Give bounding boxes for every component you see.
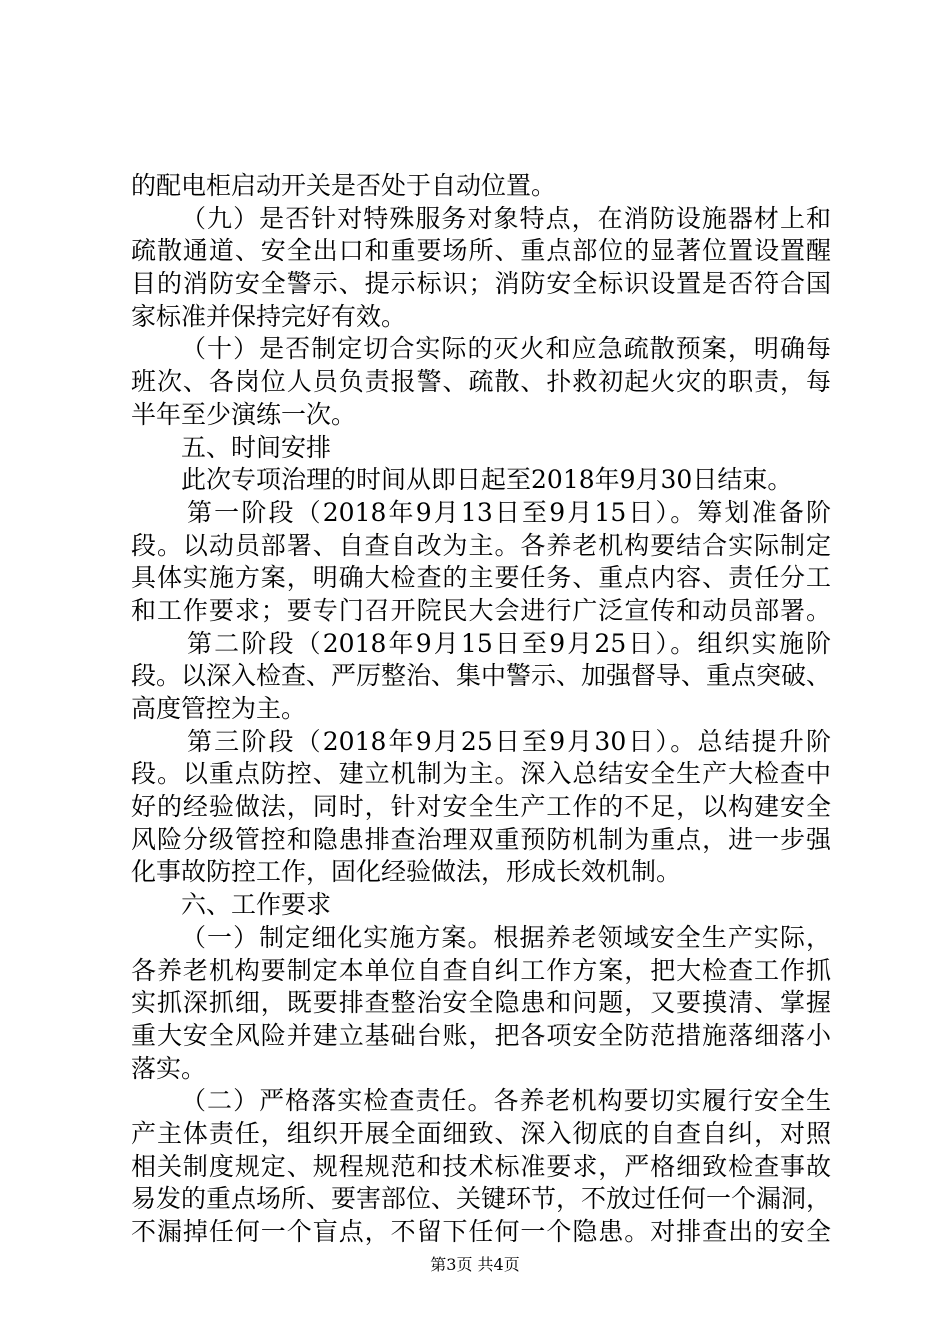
text-line: 重大安全风险并建立基础台账，把各项安全防范措施落细落小 [131, 1020, 831, 1050]
text-line: 易发的重点场所、要害部位、关键环节，不放过任何一个漏洞， [131, 1184, 831, 1214]
text-line: 落实。 [131, 1053, 207, 1083]
text-line: 各养老机构要制定本单位自查自纠工作方案，把大检查工作抓 [131, 955, 831, 985]
text-line: 段。以重点防控、建立机制为主。深入总结安全生产大检查中 [131, 759, 831, 789]
text-line: 此次专项治理的时间从即日起至2018年9月30日结束。 [181, 465, 793, 495]
text-line: 具体实施方案，明确大检查的主要任务、重点内容、责任分工 [131, 563, 831, 593]
text-line: 的配电柜启动开关是否处于自动位置。 [131, 171, 557, 200]
section-heading: 六、工作要求 [181, 890, 332, 920]
text-line: 相关制度规定、规程规范和技术标准要求，严格细致检查事故 [131, 1151, 831, 1181]
text-line: 好的经验做法，同时，针对安全生产工作的不足，以构建安全 [131, 792, 831, 822]
text-line: （九）是否针对特殊服务对象特点，在消防设施器材上和 [181, 203, 831, 233]
page-footer [0, 1255, 950, 1275]
text-line: 目的消防安全警示、提示标识；消防安全标识设置是否符合国 [131, 269, 831, 299]
text-line: 半年至少演练一次。 [131, 399, 357, 429]
text-line: 第二阶段（2018年9月15日至9月25日）。组织实施阶 [187, 628, 831, 658]
text-line: 第三阶段（2018年9月25日至9月30日）。总结提升阶 [187, 726, 831, 756]
text-line: （一）制定细化实施方案。根据养老领域安全生产实际， [181, 922, 831, 952]
text-line: 班次、各岗位人员负责报警、疏散、扑救初起火灾的职责，每 [131, 367, 831, 397]
text-line: 化事故防控工作，固化经验做法，形成长效机制。 [131, 857, 682, 887]
text-line: 家标准并保持完好有效。 [131, 301, 407, 331]
page-number-label: 第3页 共4页 [430, 1255, 520, 1274]
section-heading: 五、时间安排 [181, 432, 332, 462]
document-body [131, 170, 831, 1249]
text-line: 风险分级管控和隐患排查治理双重预防机制为重点，进一步强 [131, 824, 831, 854]
text-line: 段。以深入检查、严厉整治、集中警示、加强督导、重点突破、 [131, 661, 831, 691]
text-line: 产主体责任，组织开展全面细致、深入彻底的自查自纠，对照 [131, 1118, 831, 1148]
text-line: 不漏掉任何一个盲点，不留下任何一个隐患。对排查出的安全 [131, 1217, 831, 1246]
text-line: 和工作要求；要专门召开院民大会进行广泛宣传和动员部署。 [131, 595, 831, 625]
text-line: 段。以动员部署、自查自改为主。各养老机构要结合实际制定 [131, 530, 831, 560]
text-line: 疏散通道、安全出口和重要场所、重点部位的显著位置设置醒 [131, 236, 831, 266]
text-line: 实抓深抓细，既要排查整治安全隐患和问题，又要摸清、掌握 [131, 988, 831, 1018]
text-line: 第一阶段（2018年9月13日至9月15日）。筹划准备阶 [187, 497, 831, 527]
text-line: （十）是否制定切合实际的灭火和应急疏散预案，明确每 [181, 334, 831, 364]
text-line: 高度管控为主。 [131, 694, 307, 723]
text-line: （二）严格落实检查责任。各养老机构要切实履行安全生 [181, 1086, 831, 1116]
